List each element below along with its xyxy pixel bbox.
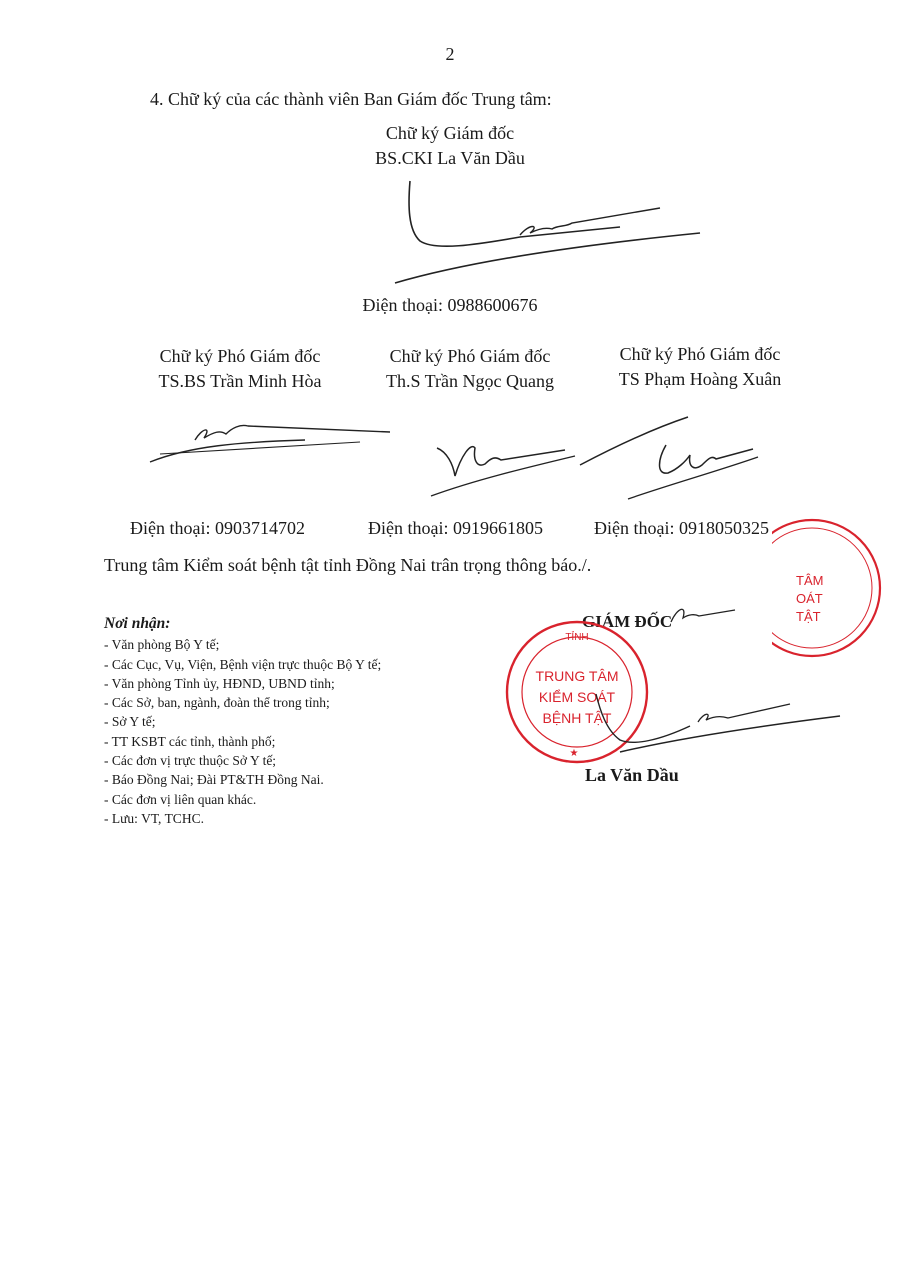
recipient-item: - Lưu: VT, TCHC. [104,810,204,826]
partial-stamp [772,512,900,662]
director-phone: Điện thoại: 0988600676 [362,295,538,315]
deputy-title: Chữ ký Phó Giám đốc [159,346,321,366]
recipients-list [104,614,381,828]
partial-stamp-line: OÁT [796,591,823,606]
recipient-item: - Các Sở, ban, ngành, đoàn thể trong tỉnh; [104,695,330,711]
deputy-title: Chữ ký Phó Giám đốc [389,346,551,366]
deputy-name: TS.BS Trần Minh Hòa [158,371,322,391]
stamp-line: KIỂM SOÁT [538,689,616,705]
partial-stamp-line: TẬT [796,609,821,624]
partial-stamp-line: TÂM [796,573,824,588]
recipient-item: - Các Cục, Vụ, Viện, Bệnh viện trực thuộc Bộ Y tế; [104,656,382,672]
recipient-item: - Các đơn vị trực thuộc Sở Y tế; [104,753,277,769]
signatory-title: GIÁM ĐỐC [582,612,673,631]
deputy-block-2 [340,344,600,394]
deputy-signature-1 [140,410,400,475]
director-title: Chữ ký Giám đốc [385,123,515,143]
deputy-phone-2: Điện thoại: 0919661805 [368,518,543,538]
closing-statement: Trung tâm Kiểm soát bệnh tật tỉnh Đồng Nai trân trọng thông báo./. [104,555,592,575]
svg-text:★: ★ [569,748,579,759]
stamp-line: BỆNH TẬT [542,710,612,726]
deputy-phone-3: Điện thoại: 0918050325 [594,518,769,538]
deputy-phone-1: Điện thoại: 0903714702 [130,518,305,538]
deputy-signature-2 [425,428,585,503]
recipient-item: - Văn phòng Bộ Y tế; [104,637,220,653]
deputy-name: Th.S Trần Ngọc Quang [385,371,554,391]
signatory-signature [590,690,850,760]
section-heading: 4. Chữ ký của các thành viên Ban Giám đốc Trung tâm: [150,89,552,109]
deputy-block-3 [570,342,830,392]
recipient-item: - Văn phòng Tỉnh ủy, HĐND, UBND tỉnh; [104,675,335,691]
recipient-item: - Báo Đồng Nai; Đài PT&TH Đồng Nai. [104,772,324,788]
director-name: BS.CKI La Văn Dầu [375,148,525,168]
signatory-name: La Văn Dầu [585,765,679,785]
deputy-signature-3 [578,415,768,505]
recipient-item: - Các đơn vị liên quan khác. [104,791,257,807]
deputy-title: Chữ ký Phó Giám đốc [619,344,781,364]
recipients-heading: Nơi nhận: [104,615,171,632]
deputy-name: TS Phạm Hoàng Xuân [618,369,782,389]
svg-text:TỈNH: TỈNH [565,632,589,643]
director-signature [380,175,710,290]
director-signature-block [330,121,570,171]
signatory-title-flourish [665,600,745,640]
page-number: 2 [445,44,455,64]
recipient-item: - Sở Y tế; [104,714,156,730]
stamp-line: TRUNG TÂM [535,668,619,684]
recipient-item: - TT KSBT các tỉnh, thành phố; [104,733,276,749]
deputy-block-1 [110,344,370,394]
